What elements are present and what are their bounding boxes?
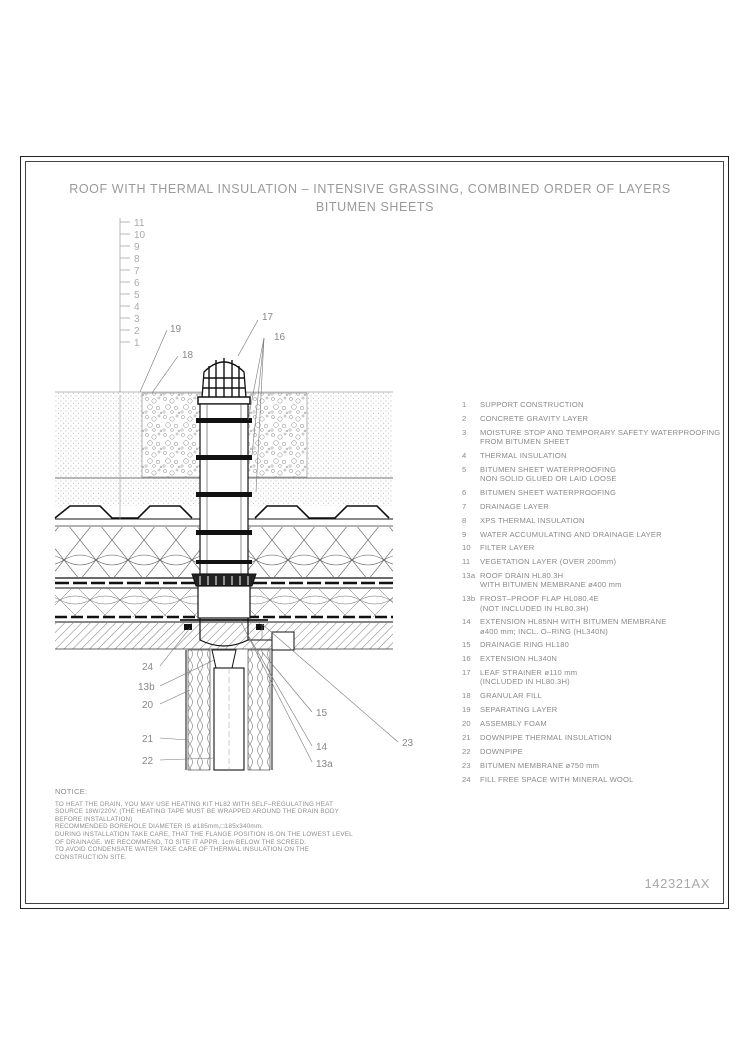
drawing-title: ROOF WITH THERMAL INSULATION – INTENSIVE GRASSING, COMBINED ORDER OF LAYERS — [69, 182, 671, 196]
legend-item — [462, 668, 732, 686]
legend-text: BITUMEN SHEET WATERPROOFING NON SOLID GLUED OR LAID LOOSE — [480, 464, 617, 483]
scale-label-2: 2 — [134, 326, 140, 337]
support-construction — [55, 623, 393, 649]
legend-text: ASSEMBLY FOAM — [480, 719, 547, 729]
legend-item — [462, 719, 732, 728]
legend-number: 9 — [462, 529, 467, 539]
scale-label-11: 11 — [134, 218, 145, 229]
legend-number: 5 — [462, 464, 467, 474]
legend-text: LEAF STRAINER ø110 mm (INCLUDED IN HL80.3H) — [480, 668, 578, 687]
callout-20: 20 — [142, 700, 154, 711]
legend-text: FILL FREE SPACE WITH MINERAL WOOL — [480, 774, 634, 784]
legend-item — [462, 400, 732, 409]
callout-14: 14 — [316, 742, 328, 753]
legend-number: 6 — [462, 487, 467, 497]
legend-number: 8 — [462, 515, 467, 525]
legend-number: 13a — [462, 571, 476, 581]
notice-line: DURING INSTALLATION TAKE CARE, THAT THE FLANGE POSITION IS ON THE LOWEST LEVEL — [55, 830, 353, 838]
legend-item — [462, 733, 732, 742]
downpipe-assembly — [186, 650, 272, 770]
legend-text: GRANULAR FILL — [480, 691, 543, 701]
notice-line: CONSTRUCTION SITE. — [55, 853, 127, 861]
legend-text: DRAINAGE RING HL180 — [480, 640, 570, 650]
scale-label-3: 3 — [134, 314, 140, 325]
legend-item — [462, 571, 732, 589]
legend-text: CONCRETE GRAVITY LAYER — [480, 413, 589, 423]
legend-number: 13b — [462, 594, 476, 604]
notice-line: TO HEAT THE DRAIN, YOU MAY USE HEATING KIT HL82 WITH SELF–REGULATING HEAT — [55, 800, 334, 808]
legend-item — [462, 747, 732, 756]
legend-number: 4 — [462, 450, 467, 460]
legend-item — [462, 530, 732, 539]
callout-22: 22 — [142, 756, 154, 767]
scale-label-6: 6 — [134, 278, 140, 289]
legend-number: 21 — [462, 733, 471, 743]
legend-number: 1 — [462, 400, 467, 409]
callout-13a: 13a — [316, 759, 333, 770]
legend-item — [462, 761, 732, 770]
legend-text: EXTENSION HL340N — [480, 654, 558, 664]
callout-16: 16 — [274, 332, 286, 343]
legend-item — [462, 617, 732, 635]
legend-text: SEPARATING LAYER — [480, 705, 558, 715]
legend-text: DRAINAGE LAYER — [480, 501, 549, 511]
legend-number: 15 — [462, 640, 471, 650]
legend-text: ROOF DRAIN HL80.3H WITH BITUMEN MEMBRANE ø400 mm — [480, 571, 622, 590]
callout-23: 23 — [402, 738, 414, 749]
callout-24: 24 — [142, 662, 154, 673]
legend-number: 14 — [462, 617, 471, 627]
legend-text: DOWNPIPE THERMAL INSULATION — [480, 733, 612, 743]
notice-line: SOURCE 18W/220V. (THE HEATING TAPE MUST BE WRAPPED AROUND THE DRAIN BODY — [55, 808, 340, 816]
callout-15: 15 — [316, 708, 328, 719]
callout-18: 18 — [182, 350, 194, 361]
legend-number: 11 — [462, 557, 471, 567]
callout-19: 19 — [170, 324, 182, 335]
legend-text: THERMAL INSULATION — [480, 450, 567, 460]
legend-item — [462, 451, 732, 460]
notice-line: OF DRAINAGE. WE RECOMMEND, TO SITE IT APPR. 1cm BELOW THE SCREED. — [55, 838, 307, 846]
legend-number: 3 — [462, 427, 467, 437]
legend-number: 16 — [462, 654, 471, 664]
scale-label-5: 5 — [134, 290, 140, 301]
notice-line: TO AVOID CONDENSATE WATER TAKE CARE OF THERMAL INSULATION ON THE — [55, 846, 310, 854]
notice-heading: NOTICE: — [55, 787, 88, 796]
legend-number: 2 — [462, 413, 467, 423]
legend-number: 19 — [462, 705, 471, 715]
legend-item — [462, 516, 732, 525]
legend-item — [462, 502, 732, 511]
notice-line: RECOMMENDED BOREHOLE DIAMETER IS ø185mm,□185x340mm. — [55, 823, 264, 831]
legend-text: VEGETATION LAYER (OVER 200mm) — [480, 557, 617, 567]
legend-item — [462, 465, 732, 483]
scale-label-4: 4 — [134, 302, 140, 313]
scale-label-8: 8 — [134, 254, 140, 265]
legend-item — [462, 640, 732, 649]
legend-number: 7 — [462, 501, 467, 511]
notice-block — [55, 788, 395, 861]
legend-item — [462, 557, 732, 566]
legend-text: DOWNPIPE — [480, 746, 523, 756]
legend-text: EXTENSION HL85NH WITH BITUMEN MEMBRANE ø400 mm; INCL. O–RING (HL340N) — [480, 617, 667, 636]
legend-item — [462, 428, 732, 446]
legend-text: MOISTURE STOP AND TEMPORARY SAFETY WATERPROOFING FROM BITUMEN SHEET — [480, 427, 721, 446]
legend-text: WATER ACCUMULATING AND DRAINAGE LAYER — [480, 529, 662, 539]
legend-item — [462, 543, 732, 552]
legend-text: FROST–PROOF FLAP HL080.4E (NOT INCLUDED IN HL80.3H) — [480, 594, 599, 613]
legend-number: 17 — [462, 668, 471, 678]
scale-label-10: 10 — [134, 230, 146, 241]
scale-label-9: 9 — [134, 242, 140, 253]
legend-text: BITUMEN SHEET WATERPROOFING — [480, 487, 617, 497]
legend-item — [462, 414, 732, 423]
legend-item — [462, 488, 732, 497]
legend-item — [462, 775, 732, 784]
callout-17: 17 — [262, 312, 274, 323]
legend-number: 18 — [462, 691, 471, 701]
legend-number: 24 — [462, 774, 471, 784]
drawing-code: 142321AX — [644, 876, 710, 891]
legend-item — [462, 654, 732, 663]
layer-legend — [462, 400, 732, 789]
legend-item — [462, 705, 732, 714]
legend-number: 23 — [462, 760, 471, 770]
legend-text: XPS THERMAL INSULATION — [480, 515, 585, 525]
layer-scale — [120, 218, 146, 395]
legend-text: SUPPORT CONSTRUCTION — [480, 400, 584, 409]
scale-label-1: 1 — [134, 338, 140, 349]
legend-number: 20 — [462, 719, 471, 729]
legend-number: 10 — [462, 543, 471, 553]
legend-text: FILTER LAYER — [480, 543, 535, 553]
legend-number: 22 — [462, 746, 471, 756]
callout-13b: 13b — [138, 682, 155, 693]
legend-text: BITUMEN MEMBRANE ø750 mm — [480, 760, 600, 770]
notice-lines — [55, 801, 395, 862]
callout-21: 21 — [142, 734, 154, 745]
drawing-subtitle: BITUMEN SHEETS — [315, 200, 435, 214]
legend-item — [462, 691, 732, 700]
scale-label-7: 7 — [134, 266, 140, 277]
mineral-wool-left — [188, 650, 210, 770]
notice-line: BEFORE INSTALLATION) — [55, 815, 133, 823]
legend-item — [462, 594, 732, 612]
